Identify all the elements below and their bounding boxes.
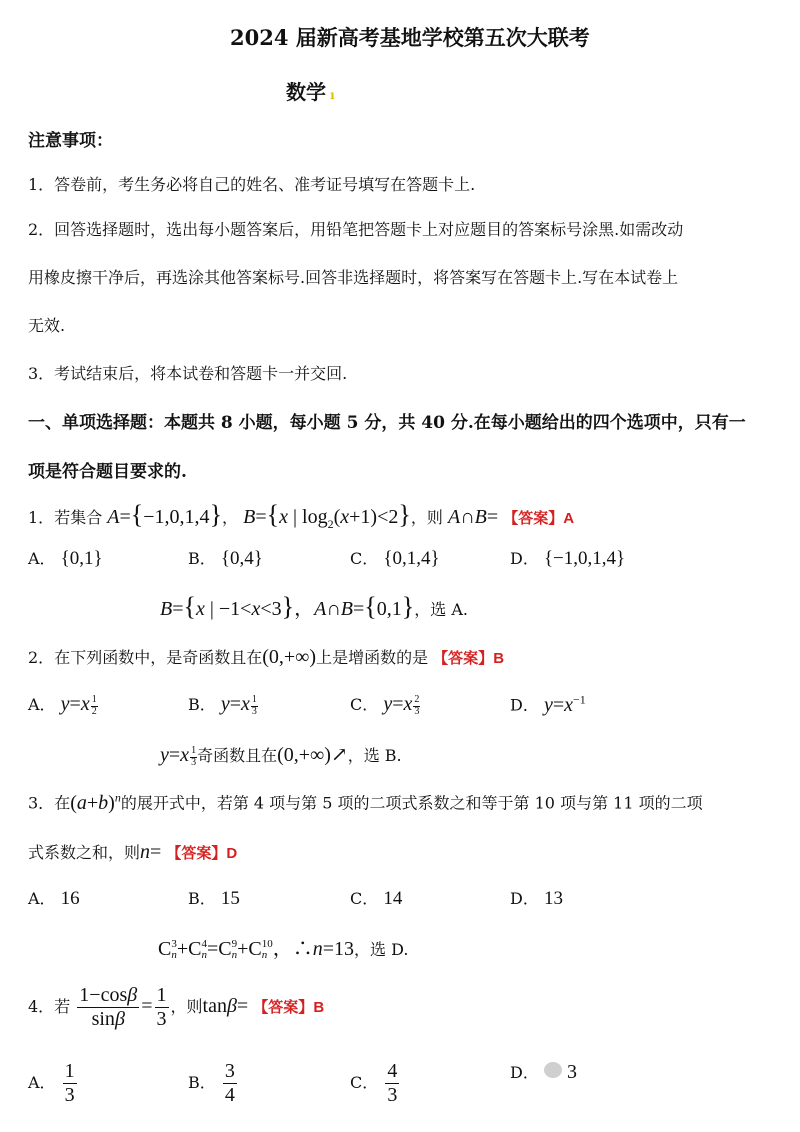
q1-option-c: C． {0,1,4} bbox=[350, 548, 440, 569]
q3-option-a: A． 16 bbox=[28, 888, 80, 909]
notice-item-2-end: 无效. bbox=[28, 316, 66, 335]
q1-option-b: B． {0,4} bbox=[188, 548, 263, 569]
q4-option-a: A． $\frac{1}{3}$ bbox=[28, 1060, 75, 1106]
question-3-cont: 式系数之和，则n= 【答案】D bbox=[28, 841, 238, 863]
question-1: 1．若集合 A={−1,0,1,4}， B={x | $\log_2(x+1)<2$}，则 A∩B= 【答案】A bbox=[28, 500, 575, 531]
exam-title: 2024 届新高考基地学校第五次大联考 bbox=[230, 25, 590, 50]
question-4: 4．若 $\frac{1-\cos\beta}{\sin\beta}$ = $\frac{1}{3}$ ，则tanβ= 【答案】B bbox=[28, 984, 325, 1030]
q3-solution: C 3 n +C 4 n =C 9 n +C 10 n ，∴n=13，选 D. bbox=[158, 938, 409, 962]
answer-tag: 【答案】A bbox=[503, 510, 575, 527]
q2-solution: y=x $\frac{1}{3}$ 奇函数且在(0,+∞)↗，选 B. bbox=[160, 744, 402, 768]
q2-option-d: D． $y=x^{-1}$ bbox=[510, 692, 586, 716]
q1-option-d: D． {−1,0,1,4} bbox=[510, 548, 626, 569]
q2-option-c: C． y=x $\frac{2}{3}$ bbox=[350, 693, 420, 717]
question-2: 2．在下列函数中，是奇函数且在(0,+∞)上是增函数的是 【答案】B bbox=[28, 646, 505, 668]
q2-option-b: B． y=x $\frac{1}{3}$ bbox=[188, 693, 257, 717]
increasing-arrow-icon: ↗ bbox=[330, 744, 348, 766]
subject-label: 数学 bbox=[286, 80, 326, 104]
watermark-icon bbox=[544, 1062, 562, 1078]
q3-option-b: B． 15 bbox=[188, 888, 240, 909]
section-heading-cont: 项是符合题目要求的. bbox=[28, 462, 187, 482]
notice-heading: 注意事项： bbox=[28, 131, 113, 151]
q1-option-a: A． {0,1} bbox=[28, 548, 103, 569]
notice-item-1: 1．答卷前，考生务必将自己的姓名、准考证号填写在答题卡上. bbox=[28, 175, 476, 194]
section-heading: 一、单项选择题：本题共 8 小题，每小题 5 分，共 40 分.在每小题给出的四个选项中，只有一 bbox=[28, 413, 746, 433]
set-b-expr: B={x | $\log_2(x+1)<2$} bbox=[243, 500, 411, 531]
set-a-expr: A={−1,0,1,4} bbox=[107, 500, 223, 529]
q3-option-c: C． 14 bbox=[350, 888, 403, 909]
q1-solution: B={x | −1<x<3}，A∩B={0,1}，选 A. bbox=[160, 592, 468, 621]
q4-option-c: C． $\frac{4}{3}$ bbox=[350, 1060, 398, 1106]
notice-item-3: 3．考试结束后，将本试卷和答题卡一并交回. bbox=[28, 364, 348, 383]
q3-option-d: D． 13 bbox=[510, 888, 563, 909]
subject-title bbox=[286, 76, 335, 105]
answer-tag: 【答案】B bbox=[433, 650, 505, 667]
notice-item-2: 2．回答选择题时，选出每小题答案后，用铅笔把答题卡上对应题目的答案标号涂黑.如需改动 bbox=[28, 220, 684, 239]
answer-tag: 【答案】D bbox=[166, 845, 238, 862]
q4-option-b: B． $\frac{3}{4}$ bbox=[188, 1060, 235, 1106]
notice-item-2-cont: 用橡皮擦干净后，再选涂其他答案标号.回答非选择题时，将答案写在答题卡上.写在本试卷上 bbox=[28, 268, 679, 287]
cursor-mark-icon: ı bbox=[326, 88, 335, 102]
q4-option-d: D． 3 bbox=[510, 1061, 577, 1083]
answer-tag: 【答案】B bbox=[253, 999, 325, 1017]
question-3: 3．在$(a+b)^n$的展开式中，若第 4 项与第 5 项的二项式系数之和等于第 10 项与第 11 项的二项 bbox=[28, 790, 703, 814]
q2-option-a: A． y=x $\frac{1}{2}$ bbox=[28, 693, 97, 717]
intersection-expr: A∩B= bbox=[447, 506, 499, 528]
